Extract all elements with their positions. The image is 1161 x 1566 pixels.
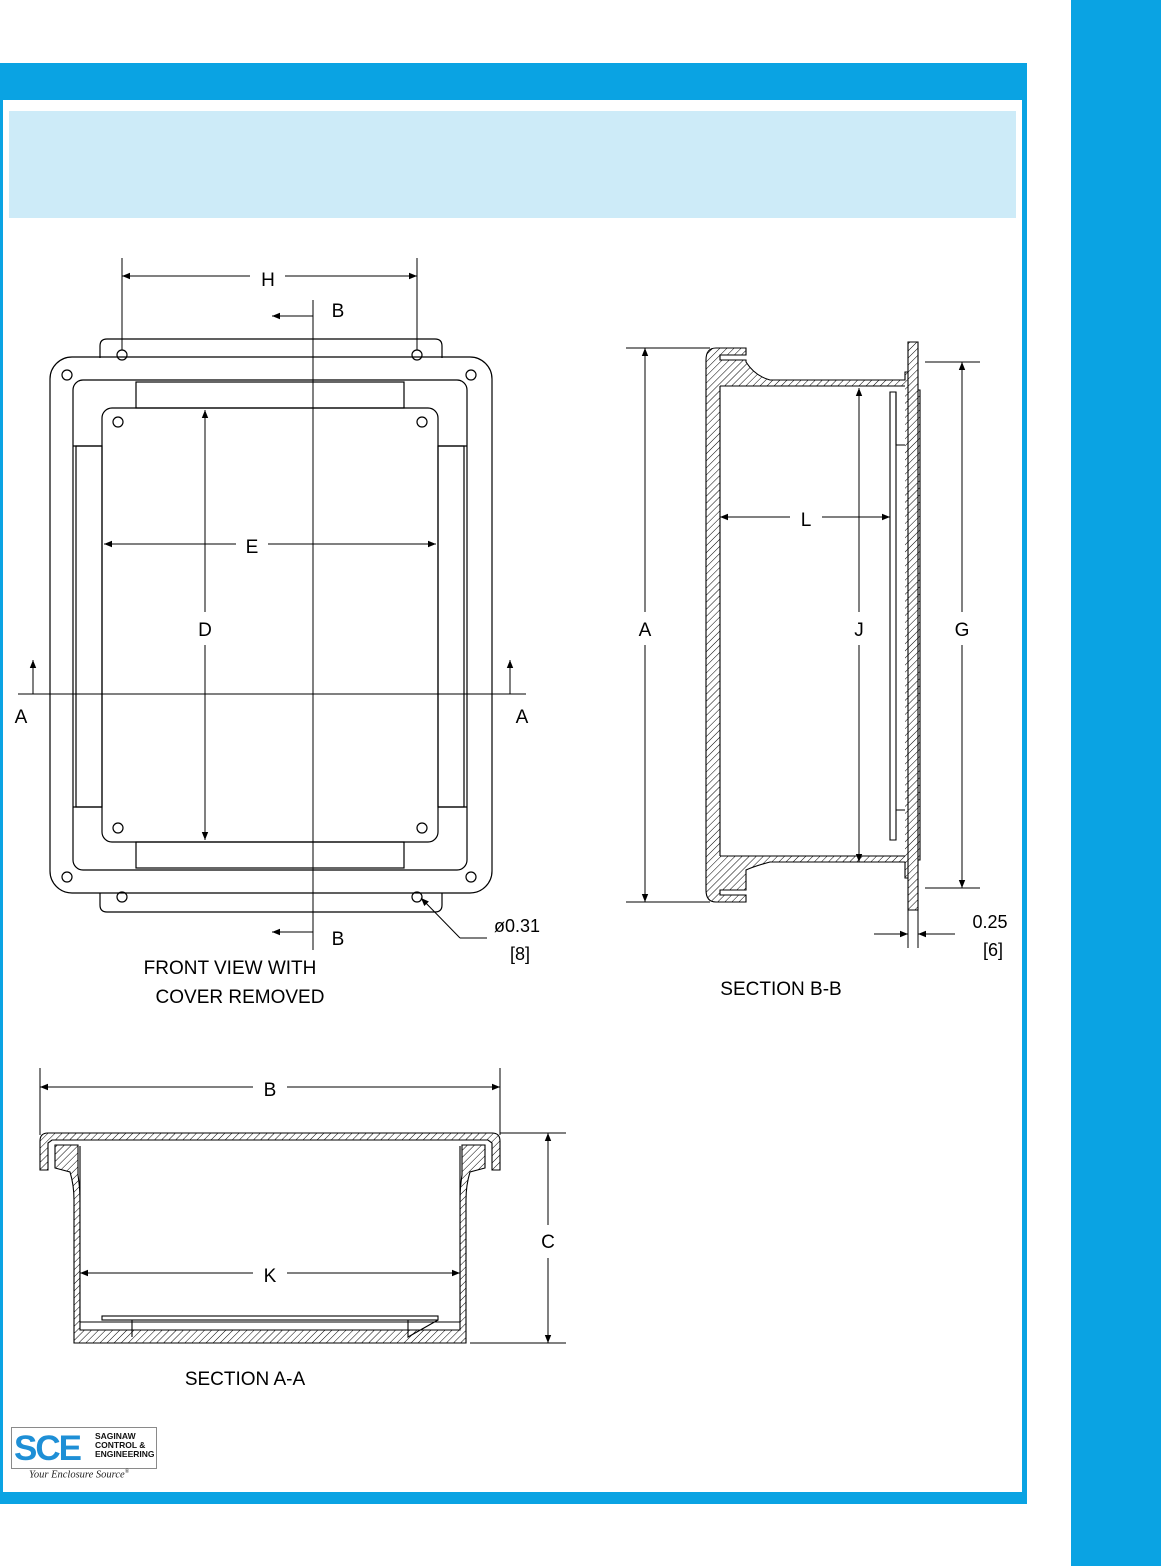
front-view-caption-line1: FRONT VIEW WITH xyxy=(143,958,317,979)
dim-label-l: L xyxy=(800,510,812,531)
dim-label-d: D xyxy=(198,620,212,641)
section-label-a-left: A xyxy=(14,707,28,728)
logo-mark: SCE xyxy=(14,1429,80,1468)
dim-label-a: A xyxy=(638,620,652,641)
dimension-flange xyxy=(874,910,955,948)
logo-line3: ENGINEERING xyxy=(95,1449,155,1459)
logo-tagline-reg: ® xyxy=(124,1469,130,1475)
section-aa-profile xyxy=(40,1133,500,1343)
front-view-caption-line2: COVER REMOVED xyxy=(155,987,325,1008)
dim-label-k: K xyxy=(263,1266,277,1287)
top-mounting-tab xyxy=(100,339,442,358)
dimension-b xyxy=(40,1068,500,1135)
bottom-mounting-tab xyxy=(100,893,442,912)
left-rail xyxy=(76,446,102,807)
section-aa-caption: SECTION A-A xyxy=(184,1369,306,1390)
logo-line2: CONTROL & xyxy=(95,1440,146,1450)
section-label-b-top: B xyxy=(331,301,345,322)
section-label-a-right: A xyxy=(515,707,529,728)
hole-leader xyxy=(421,898,487,938)
top-rail xyxy=(136,382,404,408)
back-panel xyxy=(102,408,438,842)
outer-flange xyxy=(50,357,492,893)
hole-diameter-mm-label: [8] xyxy=(509,944,531,964)
flange-inner-edge xyxy=(73,380,467,870)
logo-box xyxy=(11,1427,157,1469)
dim-label-e: E xyxy=(245,537,259,558)
front-view xyxy=(18,300,526,950)
right-rail xyxy=(438,446,464,807)
logo-tagline xyxy=(29,1469,129,1481)
hole-diameter-label: ø0.31 xyxy=(493,916,541,936)
section-label-b-bottom: B xyxy=(331,929,345,950)
dim-label-g: G xyxy=(954,620,970,641)
dim-label-b: B xyxy=(263,1080,277,1101)
bottom-rail xyxy=(136,842,404,868)
flange-thickness-label: 0.25 xyxy=(972,912,1008,932)
section-bb-caption: SECTION B-B xyxy=(720,979,842,1000)
dimension-g xyxy=(925,362,980,888)
logo-line1: SAGINAW xyxy=(95,1431,136,1441)
dim-label-h: H xyxy=(261,270,275,291)
company-logo xyxy=(11,1427,157,1485)
logo-tagline-text: Your Enclosure Source xyxy=(29,1469,125,1481)
flange-thickness-mm-label: [6] xyxy=(982,940,1004,960)
section-bb-profile xyxy=(706,342,920,910)
dim-label-j: J xyxy=(854,620,864,641)
dim-label-c: C xyxy=(541,1232,555,1253)
